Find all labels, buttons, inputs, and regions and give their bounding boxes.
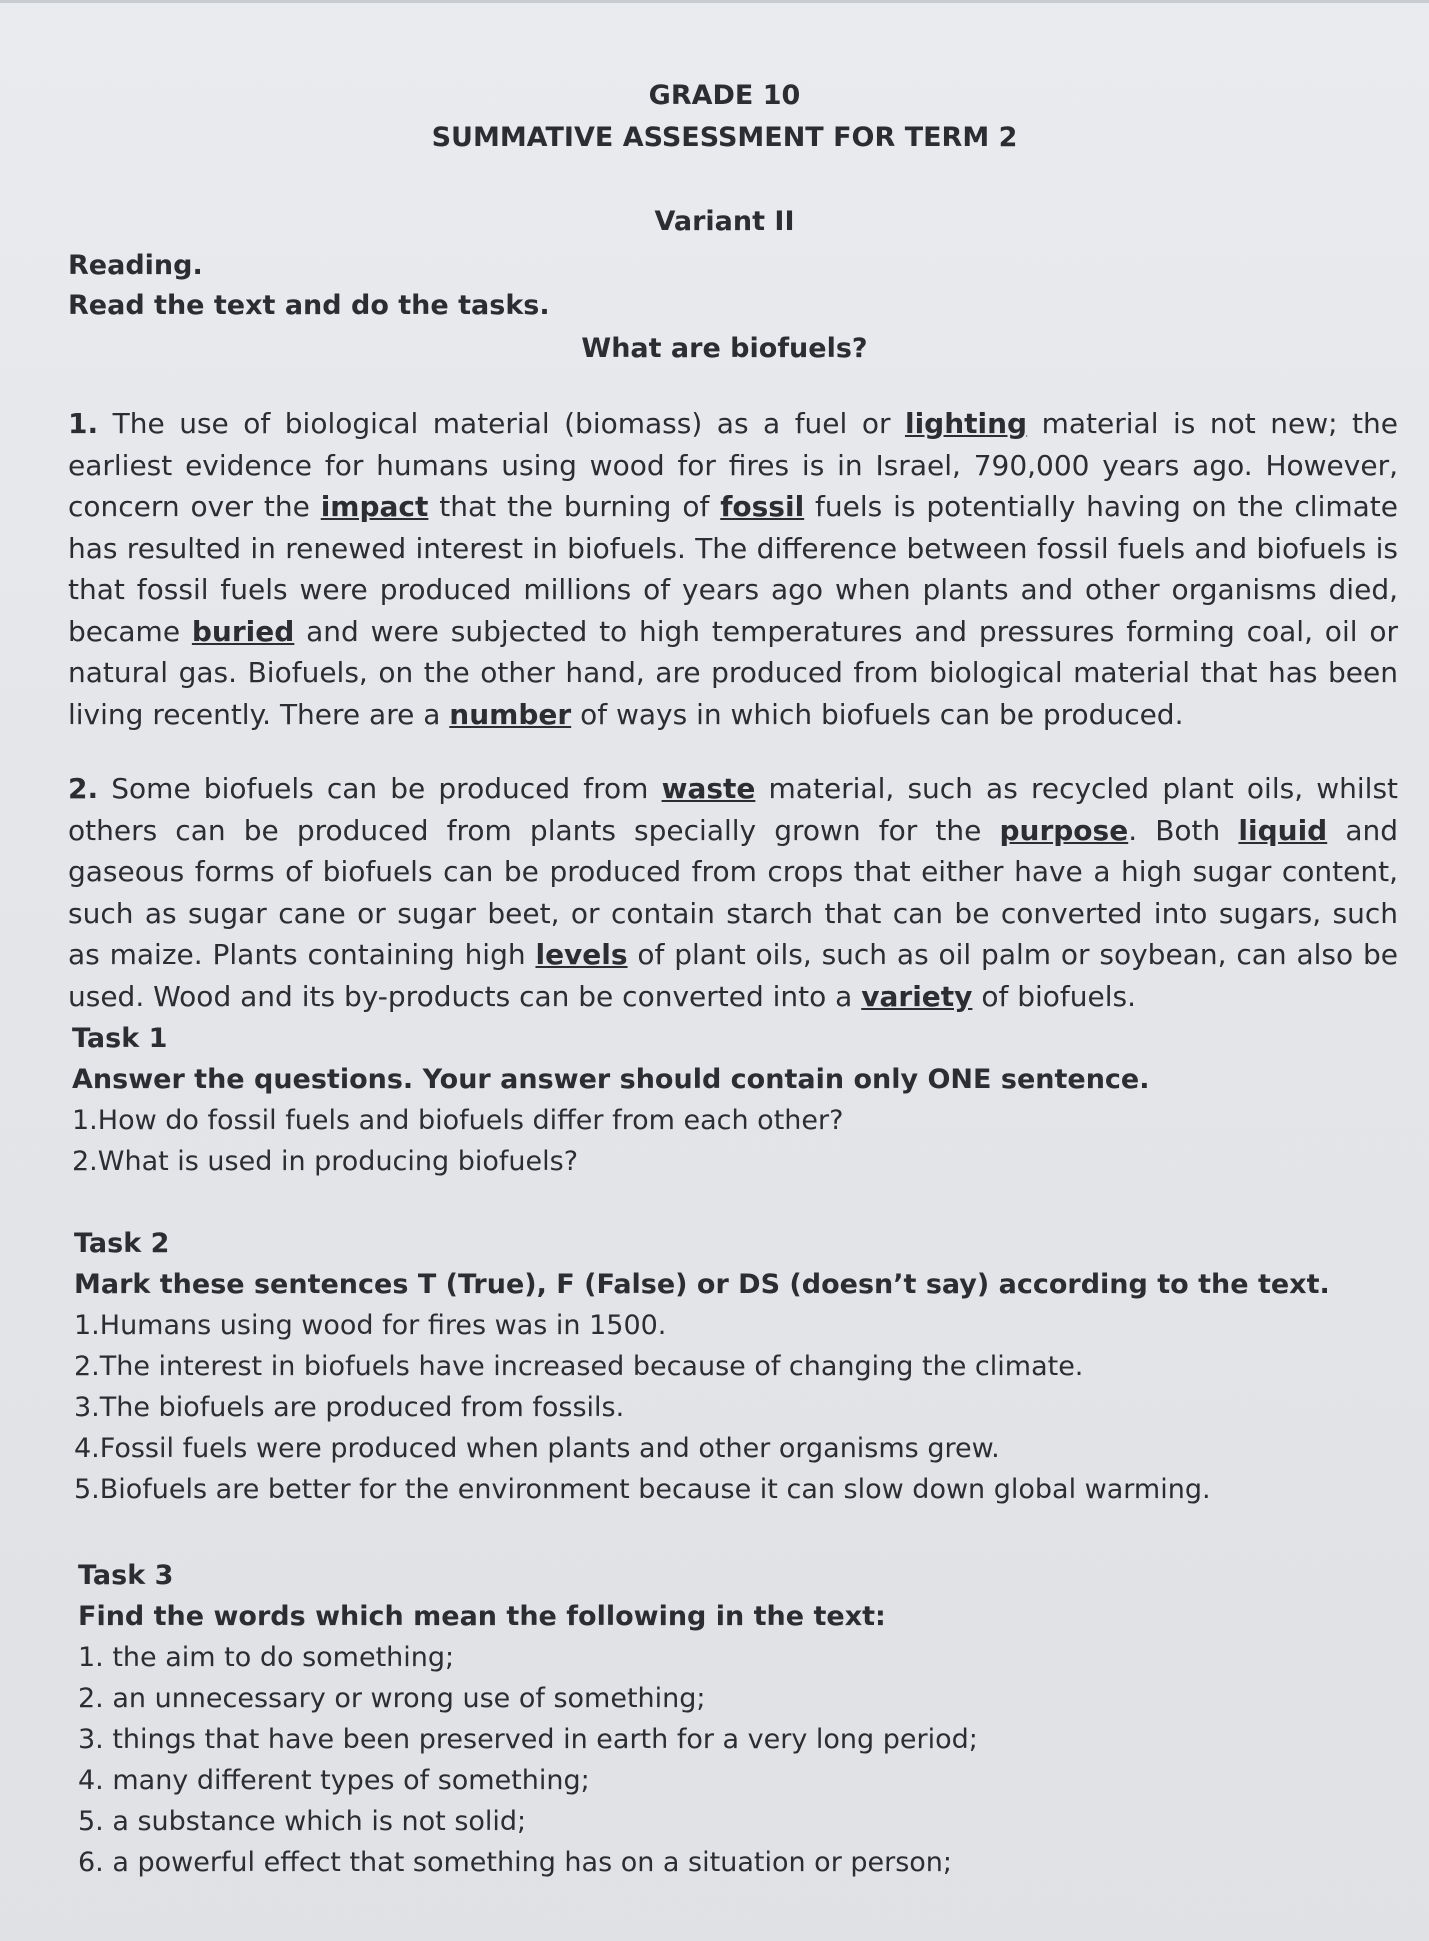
task-3-title: Task 3 [78,1560,174,1591]
key-word-fossil: fossil [720,490,805,523]
paragraph-number: 2. [68,772,99,805]
task-1-question: 1.How do fossil fuels and biofuels differ from each other? [72,1105,844,1136]
task-1-title: Task 1 [72,1023,168,1054]
task-3-definition: 6. a powerful effect that something has on a situation or person; [78,1847,953,1878]
task-3-definition: 3. things that have been preserved in earth for a very long period; [78,1724,978,1755]
paragraph-text: material, such as recycled plant oils, whilst others can be produced from plants specially grown for the [68,772,1399,847]
task-2-block [74,1223,1330,1510]
assessment-heading: SUMMATIVE ASSESSMENT FOR TERM 2 [431,122,1018,153]
task-3-definition: 2. an unnecessary or wrong use of something; [78,1683,706,1714]
paragraph-text: that the burning of [428,490,721,523]
key-word-purpose: purpose [999,813,1129,847]
task-1-block [72,1018,1150,1182]
task-2-statement: 5.Biofuels are better for the environment because it can slow down global warming. [74,1474,1211,1505]
key-word-buried: buried [191,614,295,648]
paragraph-text: . Both [1128,813,1239,847]
section-label: Reading. [68,250,203,281]
task-2-instruction: Mark these sentences T (True), F (False) or DS (doesn’t say) according to the text. [74,1269,1330,1300]
paragraph-text: and were subjected to high temperatures and pressures forming coal, oil or natural gas. Biofuels, on the other hand, are produced from biological material that has been living recently. There are a [68,614,1398,731]
paragraph-2 [68,768,1398,1017]
key-word-levels: levels [535,938,628,971]
task-2-statement: 4.Fossil fuels were produced when plants and other organisms grew. [74,1433,1000,1464]
task-3-block [78,1555,978,1883]
key-word-waste: waste [661,772,756,805]
task-3-instruction: Find the words which mean the following in the text: [78,1601,886,1632]
task-2-statement: 1.Humans using wood for fires was in 1500. [74,1310,667,1341]
paragraph-1 [68,403,1398,735]
task-3-definition: 4. many different types of something; [78,1765,590,1796]
key-word-lighting: lighting [904,407,1028,440]
task-3-definition: 5. a substance which is not solid; [78,1806,527,1837]
task-3-definition: 1. the aim to do something; [78,1642,455,1673]
task-2-title: Task 2 [74,1228,170,1259]
paragraph-text: Some biofuels can be produced from [98,772,662,805]
paragraph-text: material is not new; the earliest evidence for humans using wood for fires is in Israel, 790,000 years ago. However, concern over the [68,407,1398,523]
paragraph-text: fuels is potentially having on the climate has resulted in renewed interest in biofuels. The difference between fossil fuels and biofuels is that fossil fuels were produced millions of years ago when plants and other organisms died, became [68,490,1399,648]
key-word-impact: impact [320,490,429,523]
variant-heading: Variant II [654,206,795,237]
task-2-statement: 3.The biofuels are produced from fossils. [74,1392,625,1423]
section-instruction: Read the text and do the tasks. [68,290,550,321]
key-word-number: number [449,697,572,731]
paragraph-text: of ways in which biofuels can be produced. [571,697,1184,731]
task-1-question: 2.What is used in producing biofuels? [72,1146,579,1177]
key-word-liquid: liquid [1238,813,1328,847]
grade-heading: GRADE 10 [648,80,801,111]
paragraph-number: 1. [68,407,99,440]
article-title: What are biofuels? [581,333,868,364]
paragraph-text: of plant oils, such as oil palm or soybean, can also be used. Wood and its by-products can be converted into a [68,938,1398,1013]
key-word-variety: variety [861,979,973,1013]
task-1-instruction: Answer the questions. Your answer should contain only ONE sentence. [72,1064,1150,1095]
task-2-statement: 2.The interest in biofuels have increased because of changing the climate. [74,1351,1084,1382]
paragraph-text: and gaseous forms of biofuels can be produced from crops that either have a high sugar content, such as sugar cane or sugar beet, or contain starch that can be converted into sugars, such as maize. Plants containing high [68,813,1399,971]
paragraph-text: The use of biological material (biomass) as a fuel or [98,407,905,440]
paragraph-text: of biofuels. [972,979,1136,1013]
